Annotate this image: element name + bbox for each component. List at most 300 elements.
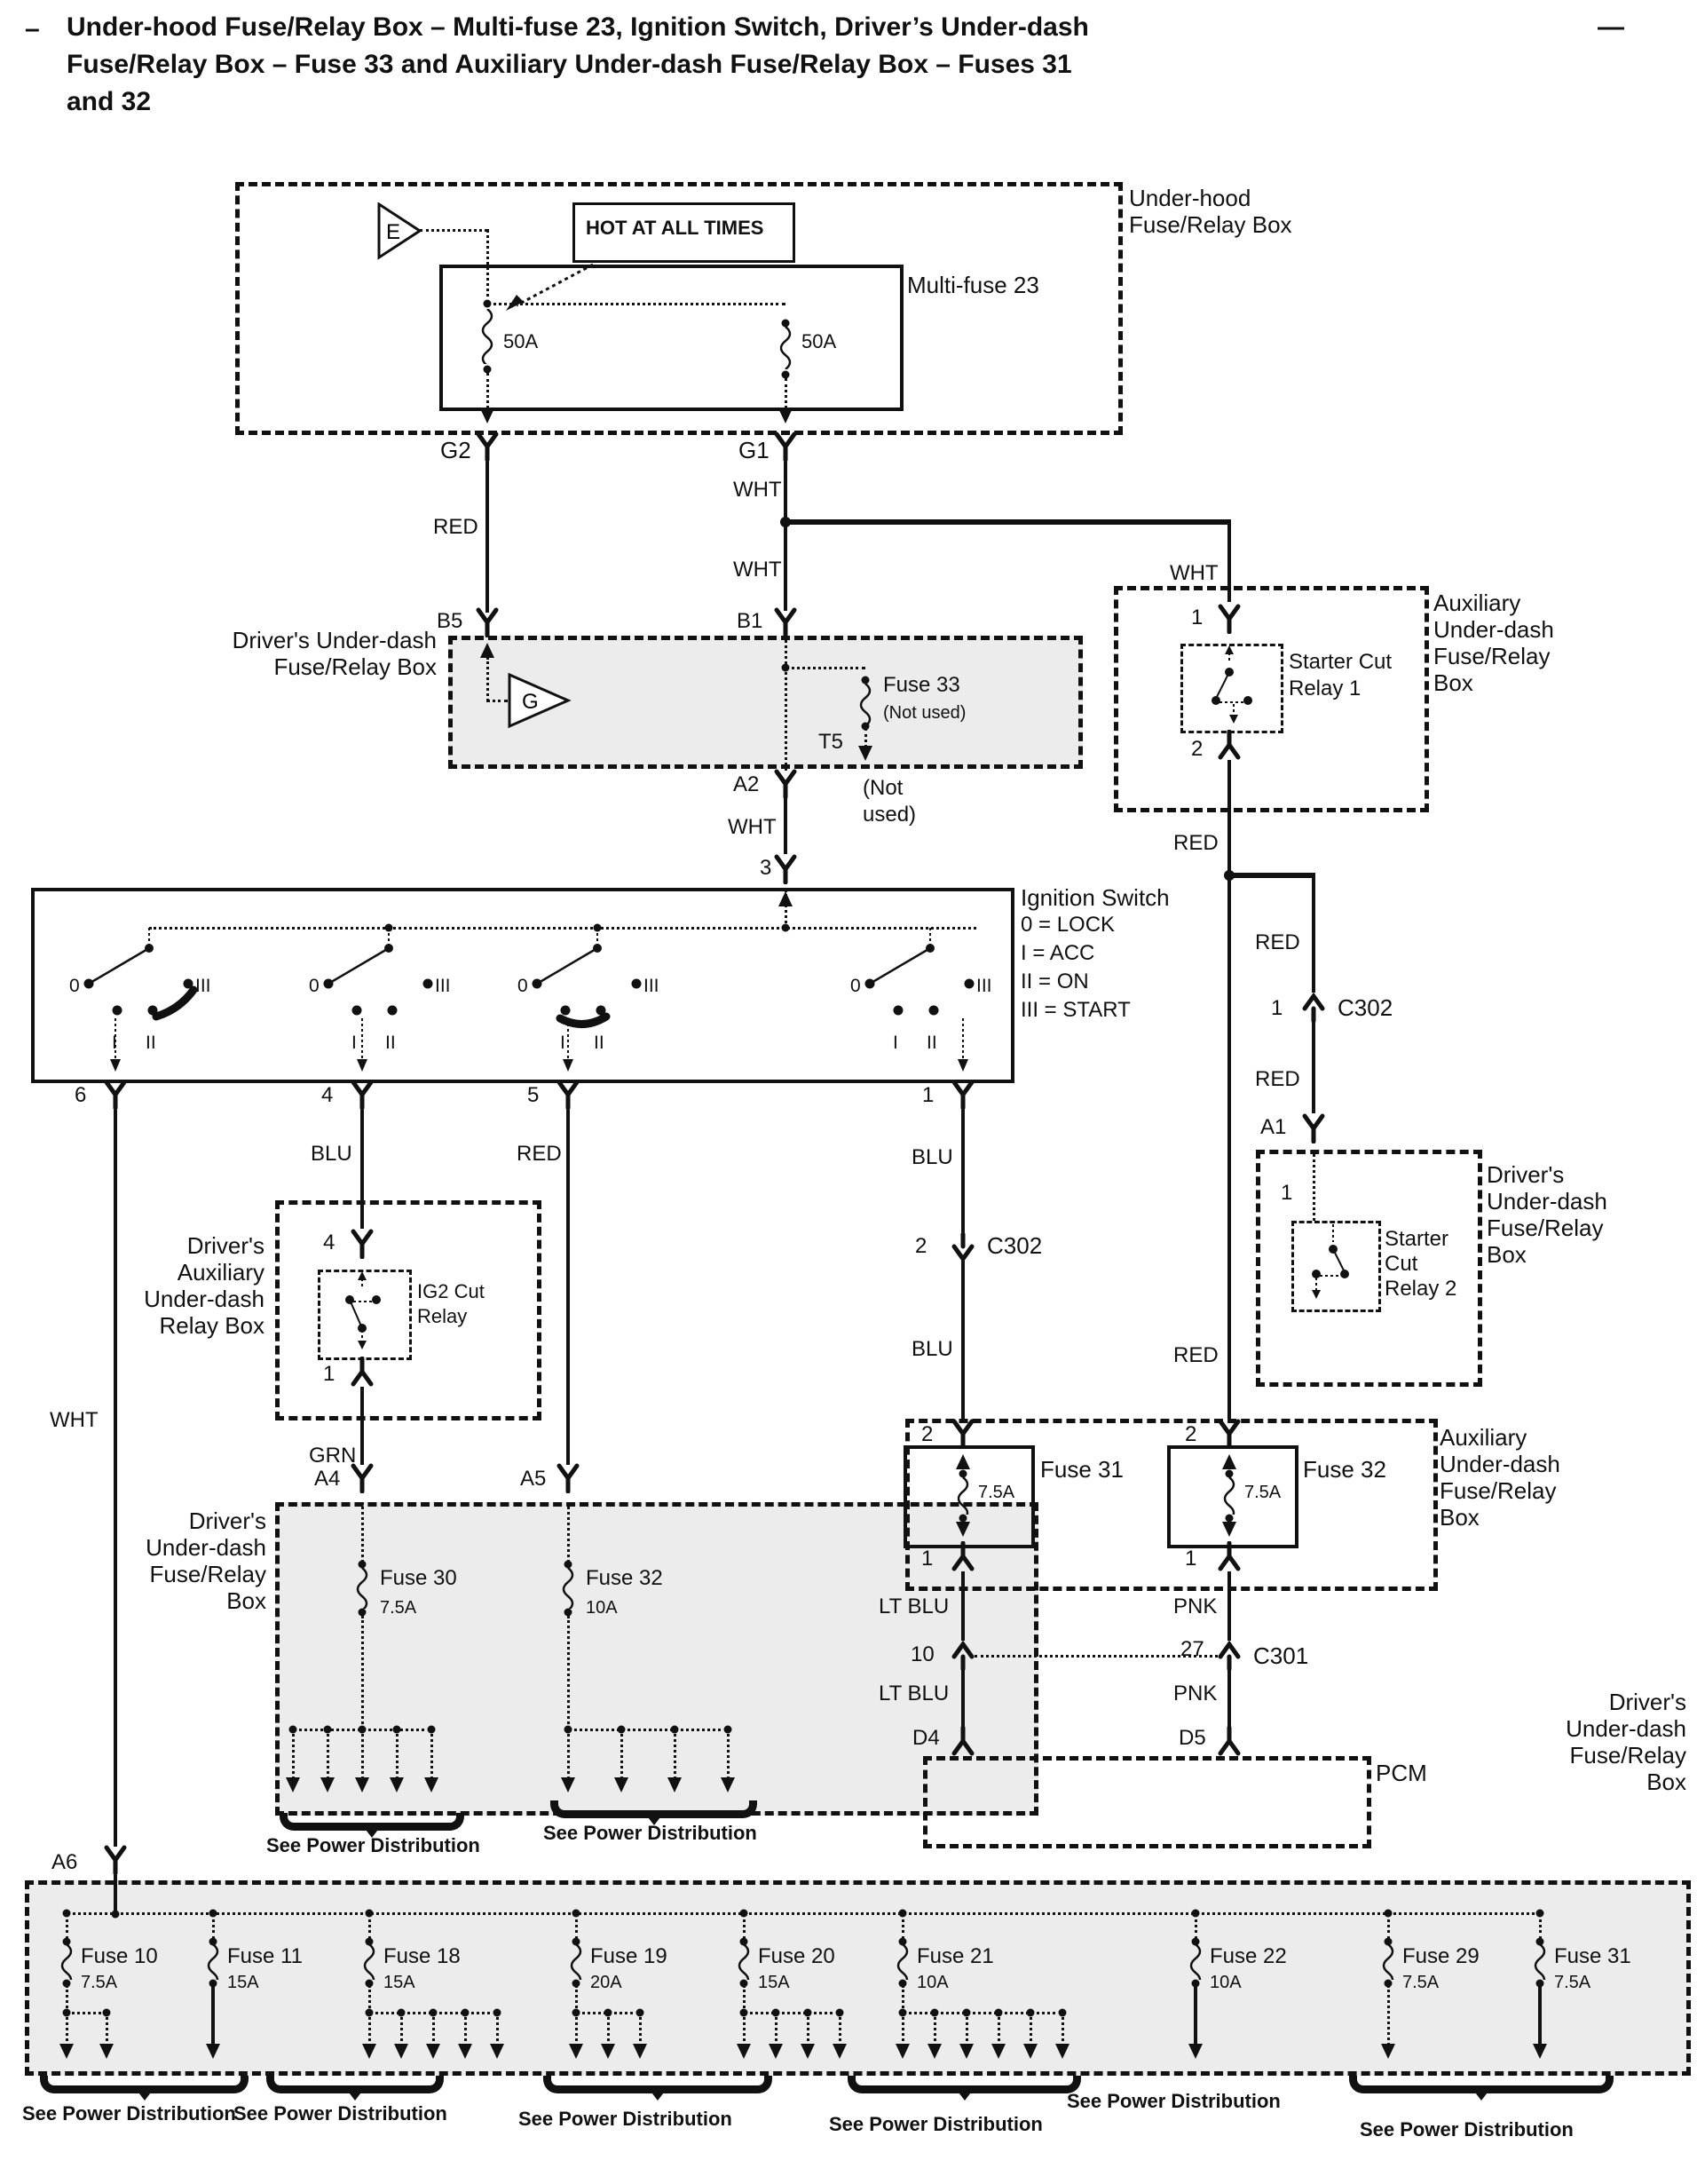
svg-text:II: II [594, 1033, 604, 1053]
fuse-20-amp: 15A [758, 1973, 790, 1992]
fan-arrowhead [801, 2044, 815, 2059]
fuse-33-label: Fuse 33 [883, 673, 960, 697]
hot-at-all-times-label: HOT AT ALL TIMES [586, 217, 764, 239]
fan-arrow-stem [66, 2013, 68, 2046]
fan-arrowhead [991, 2044, 1006, 2059]
connector-pin3 [773, 854, 798, 884]
fuse-out-arrowhead [1533, 2044, 1547, 2059]
fan-arrow-stem [575, 2013, 578, 2046]
multifuse-bus [487, 303, 785, 305]
ignition-legend-start: III = START [1021, 998, 1131, 1022]
fuse-31-amp: 7.5A [1554, 1973, 1591, 1992]
wire-g1-wht-lower [784, 522, 787, 611]
bottom-box-label-4: Box [1646, 1769, 1686, 1795]
fuse-30-element [353, 1568, 371, 1613]
grn-label: GRN [309, 1444, 357, 1468]
fuse-18-label: Fuse 18 [383, 1944, 461, 1968]
fuse-20-label: Fuse 20 [758, 1944, 835, 1968]
mid-box-label-4: Box [226, 1587, 266, 1614]
title-trail-dash: — [1598, 12, 1624, 42]
fuse31-pin2-label: 2 [921, 1422, 934, 1446]
ig2-pin4-label: 4 [323, 1230, 335, 1254]
fuse-out-stem [1194, 1985, 1197, 2046]
bottom-box-bus [67, 1912, 1540, 1915]
fuse-29-label: Fuse 29 [1402, 1944, 1480, 1968]
mid-box-label-3: Fuse/Relay [149, 1561, 266, 1587]
connector-c301-10 [951, 1641, 975, 1671]
ignition-pin-4-label: 4 [321, 1083, 334, 1107]
connector-d5 [1217, 1726, 1242, 1756]
fuse31-label: Fuse 31 [1040, 1456, 1124, 1483]
fuse-out-arrowhead [206, 2044, 220, 2059]
fuse-33-not-used: (Not used) [883, 703, 967, 723]
pcm-box [923, 1756, 1371, 1848]
bottom-box-label-3: Fuse/Relay [1569, 1742, 1686, 1769]
connector-relay1-pin2 [1217, 730, 1242, 760]
fuse-19-amp: 20A [590, 1973, 622, 1992]
fuse-22-amp: 10A [1210, 1973, 1242, 1992]
relay2-pin1-label: 1 [1281, 1181, 1293, 1205]
fuse32-pin2-label: 2 [1185, 1422, 1197, 1446]
fuse32-label: Fuse 32 [1303, 1456, 1386, 1483]
fan-arrowhead [737, 2044, 751, 2059]
fuse-11-amp: 15A [227, 1973, 259, 1992]
fan-arrow-stem [966, 2013, 968, 2046]
connector-fuse31-pin1 [951, 1541, 975, 1571]
see-power-brace-6 [1349, 2076, 1614, 2093]
connector-d4 [951, 1726, 975, 1756]
fuse32-mid-label: Fuse 32 [586, 1566, 663, 1590]
wire-e-elbow-v [486, 229, 489, 304]
fuse-lead-top [575, 1913, 578, 1940]
fan-arrowhead [59, 2044, 74, 2059]
fan-arrow-stem [674, 1729, 676, 1779]
fuse30-label: Fuse 30 [380, 1566, 457, 1590]
ignition-cluster-6 [62, 919, 240, 1077]
fuse31-amp: 7.5A [978, 1483, 1015, 1502]
ground-g-arrow [508, 673, 572, 730]
svg-text:I: I [112, 1033, 117, 1053]
fuse-31-element [1531, 1944, 1549, 1984]
fan-bus [67, 2012, 107, 2014]
fan-arrowhead [569, 2044, 583, 2059]
fan-bus-Fuse 32 [568, 1729, 728, 1731]
fan-arrowhead [896, 2044, 910, 2059]
g2-label: G2 [440, 437, 471, 463]
fuse-lead-top [1195, 1913, 1197, 1940]
fuse32-mid-amp: 10A [586, 1598, 618, 1618]
fan-arrow-stem [839, 2013, 841, 2046]
fan-arrowhead [614, 1777, 628, 1792]
fuse-lead-top [368, 1913, 371, 1940]
hot-callout-arrow [497, 259, 604, 321]
fan-arrow-stem [807, 2013, 809, 2046]
fuse-10-element [58, 1944, 75, 1984]
drivers-box1-label-2: Fuse/Relay Box [273, 653, 437, 680]
svg-text:E: E [386, 220, 401, 244]
wire-wht-to-relay1 [1227, 522, 1231, 602]
wht-label-2: WHT [733, 558, 782, 582]
starter-cut-relay1-label-2: Relay 1 [1289, 677, 1362, 700]
fan-arrowhead [667, 1777, 682, 1792]
red-label-4: RED [1255, 1067, 1300, 1091]
fuse-lead-top [66, 1913, 68, 1940]
c302-pin1-label: 1 [1271, 996, 1283, 1020]
svg-text:III: III [976, 976, 992, 996]
see-power-brace-mid-1 [280, 1813, 464, 1831]
ignition-pin-5-label: 5 [527, 1083, 540, 1107]
fuse-lead-top [743, 1913, 746, 1940]
fan-arrowhead [362, 2044, 376, 2059]
svg-text:0: 0 [309, 976, 320, 996]
fuse-50a-right-element [777, 327, 794, 374]
svg-text:I: I [351, 1033, 357, 1053]
fan-arrowhead [769, 2044, 783, 2059]
fuse-29-amp: 7.5A [1402, 1973, 1440, 1992]
see-power-brace-mid-2 [550, 1800, 757, 1818]
ignition-cluster-5 [510, 919, 688, 1077]
svg-text:II: II [385, 1033, 396, 1053]
pin3-label: 3 [760, 856, 772, 880]
fuse-31-element [954, 1477, 972, 1519]
fan-arrowhead [424, 1777, 438, 1792]
title-dash: – [25, 14, 40, 44]
starter-cut-relay-2-symbol [1291, 1221, 1376, 1307]
fuse-50a-right-label: 50A [801, 330, 837, 352]
fuse30-amp: 7.5A [380, 1598, 417, 1618]
svg-text:0: 0 [69, 976, 80, 996]
red-label-5: RED [517, 1142, 562, 1166]
fan-arrowhead [458, 2044, 472, 2059]
svg-text:I: I [893, 1033, 898, 1053]
fan-arrow-stem [1030, 2013, 1032, 2046]
title-line3: and 32 [67, 87, 152, 116]
ignition-legend-on: II = ON [1021, 969, 1089, 993]
underhood-label-1: Under-hood [1129, 185, 1251, 211]
fan-arrow-stem [292, 1729, 295, 1779]
fuse-21-label: Fuse 21 [917, 1944, 994, 1968]
aux2-label-1: Auxiliary [1440, 1424, 1527, 1451]
wire-pin5-red [566, 1110, 570, 1465]
fan-arrow-stem [727, 1729, 730, 1779]
fan-arrow-stem [902, 2013, 904, 2046]
c302-pin2-label: 2 [915, 1234, 927, 1258]
b5-label: B5 [437, 609, 463, 633]
connector-relay1-pin1 [1217, 604, 1242, 634]
connector-fuse32-pin1 [1217, 1541, 1242, 1571]
fan-arrow-stem [620, 1729, 623, 1779]
svg-text:0: 0 [517, 976, 528, 996]
svg-text:G: G [522, 690, 539, 714]
connector-fuse31-pin2 [951, 1419, 975, 1449]
fan-arrow-stem [998, 2013, 1000, 2046]
starter-cut-relay2-label-2: Cut [1385, 1252, 1418, 1276]
c301-link [975, 1655, 1218, 1658]
fan-arrow-stem [430, 1729, 433, 1779]
pnk-label-1: PNK [1173, 1594, 1218, 1618]
relay1-pin1-label: 1 [1191, 605, 1204, 629]
fuse-10-amp: 7.5A [81, 1973, 118, 1992]
svg-text:III: III [195, 976, 211, 996]
g1-label: G1 [738, 437, 770, 463]
drivers-box2-label-4: Box [1487, 1241, 1527, 1268]
fan-arrowhead [601, 2044, 615, 2059]
wire-g1-wht-upper [784, 462, 787, 522]
ig2-pin1-label: 1 [323, 1362, 335, 1386]
drivers-underdash-box-bottom [25, 1880, 1691, 2076]
t5-label: T5 [818, 730, 844, 754]
fan-arrow-stem [934, 2013, 936, 2046]
wire-e-elbow-h [420, 229, 487, 232]
wht-label-3: WHT [1170, 561, 1219, 585]
connector-g2 [475, 431, 500, 462]
fan-arrow-stem [496, 2013, 499, 2046]
fuse-out-arrowhead [1188, 2044, 1203, 2059]
connector-ignition-pin-1 [951, 1080, 975, 1110]
fan-bus [744, 2012, 840, 2014]
wire-red-branch-h [1229, 873, 1315, 878]
ig2-label-1: IG2 Cut [417, 1280, 485, 1302]
mid-box-label-1: Driver's [188, 1507, 266, 1534]
drivers-aux-relay-label-2: Auxiliary [177, 1259, 264, 1286]
fuse-22-label: Fuse 22 [1210, 1944, 1287, 1968]
red-label-2: RED [1173, 831, 1219, 855]
see-power-dist-label-1: See Power Distribution [22, 2102, 236, 2125]
connector-b1 [773, 607, 798, 637]
fan-arrowhead [959, 2044, 974, 2059]
fuse-lead-top [1539, 1913, 1542, 1940]
connector-a1 [1301, 1113, 1326, 1143]
drivers-box1-label-1: Driver's Under-dash [232, 627, 437, 653]
ig2-cut-relay-symbol [318, 1270, 406, 1355]
fan-arrowhead [390, 1777, 404, 1792]
fuse-29-element [1379, 1944, 1397, 1984]
see-power-dist-label-6: See Power Distribution [1360, 2118, 1574, 2140]
connector-a5 [556, 1463, 580, 1493]
wire-b1-inside [785, 636, 787, 771]
fuse-out-arrowhead [1381, 2044, 1395, 2059]
fan-arrow-stem [361, 1729, 364, 1779]
wire-wht-branch-h [785, 519, 1231, 525]
fan-arrow-stem [775, 2013, 777, 2046]
fan-arrow-stem [106, 2013, 108, 2046]
fuse31-pin1-label: 1 [921, 1547, 934, 1571]
see-power-dist-label-3: See Power Distribution [518, 2108, 732, 2130]
relay1-pin2-label: 2 [1191, 737, 1204, 761]
fan-arrowhead [1023, 2044, 1038, 2059]
bottom-box-label-2: Under-dash [1566, 1715, 1686, 1742]
connector-ignition-pin-6 [103, 1080, 128, 1110]
fuse-32-element [1220, 1477, 1238, 1519]
fuse-21-element [894, 1944, 912, 1984]
connector-c301-27 [1217, 1641, 1242, 1671]
fuse-10-label: Fuse 10 [81, 1944, 158, 1968]
fuse-out-stem [1387, 1985, 1390, 2046]
c302-label-2: C302 [987, 1232, 1043, 1259]
fan-arrow-stem [743, 2013, 746, 2046]
wire-g2-b5-red [485, 462, 489, 613]
wht-label-1: WHT [733, 478, 782, 502]
blu-label-2: BLU [912, 1145, 953, 1169]
see-power-brace-2 [266, 2076, 444, 2093]
mid-box-label-2: Under-dash [146, 1534, 266, 1561]
bottom-box-label-1: Driver's [1608, 1689, 1686, 1715]
red-label-6: RED [1173, 1343, 1219, 1367]
red-label-1: RED [433, 515, 478, 539]
fuse-out-stem [1538, 1985, 1542, 2046]
c301-label: C301 [1253, 1642, 1309, 1669]
wht-label-4: WHT [728, 815, 777, 839]
connector-fuse32-pin2 [1217, 1419, 1242, 1449]
fan-arrow-stem [432, 2013, 435, 2046]
d4-label: D4 [912, 1726, 940, 1750]
starter-cut-relay1-label-1: Starter Cut [1289, 650, 1393, 674]
svg-text:I: I [560, 1033, 565, 1053]
fuse-18-amp: 15A [383, 1973, 415, 1992]
fan-arrowhead [426, 2044, 440, 2059]
fan-arrowhead [394, 2044, 408, 2059]
a5-label: A5 [520, 1467, 547, 1491]
connector-ig2-pin1 [350, 1357, 375, 1387]
see-power-dist-mid-1: See Power Distribution [266, 1834, 480, 1856]
ignition-pin-1-label: 1 [922, 1083, 935, 1107]
starter-cut-relay2-label-1: Starter [1385, 1227, 1449, 1251]
wire-a2-to-pin3 [784, 797, 787, 854]
wht-label-5: WHT [50, 1408, 99, 1432]
fuse-22-element [1187, 1944, 1204, 1984]
fan-arrowhead [286, 1777, 300, 1792]
red-label-3: RED [1255, 930, 1300, 954]
see-power-brace-3 [543, 2076, 772, 2093]
fan-arrowhead [561, 1777, 575, 1792]
fan-arrowhead [1055, 2044, 1070, 2059]
fan-arrow-stem [464, 2013, 467, 2046]
aux2-label-4: Box [1440, 1504, 1480, 1531]
see-power-brace-4 [848, 2076, 1081, 2093]
pcm-label: PCM [1376, 1760, 1427, 1786]
wire-blu-to-fuse31 [961, 1261, 965, 1419]
fuse-20-element [735, 1944, 753, 1984]
aux1-label-1: Auxiliary [1433, 590, 1521, 616]
aux2-label-2: Under-dash [1440, 1451, 1560, 1477]
fuse-32-mid-element [559, 1568, 577, 1613]
fan-arrow-stem [639, 2013, 642, 2046]
aux1-label-4: Box [1433, 669, 1473, 696]
b1-label: B1 [737, 609, 763, 633]
blu-label-1: BLU [311, 1142, 352, 1166]
fan-arrow-stem [396, 1729, 399, 1779]
a6-label: A6 [51, 1850, 78, 1874]
fuse-50a-left-element [478, 309, 496, 368]
fan-stem-Fuse 32 [567, 1616, 570, 1729]
fan-arrowhead [490, 2044, 504, 2059]
power-source-e-arrow [377, 202, 423, 261]
fuse-19-label: Fuse 19 [590, 1944, 667, 1968]
fuse-31-label: Fuse 31 [1554, 1944, 1631, 1968]
fan-arrow-stem [1062, 2013, 1064, 2046]
svg-text:III: III [435, 976, 451, 996]
see-power-brace-1 [40, 2076, 249, 2093]
aux1-label-3: Fuse/Relay [1433, 643, 1551, 669]
fan-arrowhead [320, 1777, 335, 1792]
underhood-label-2: Fuse/Relay Box [1129, 211, 1292, 238]
fan-arrowhead [99, 2044, 114, 2059]
c302-label-1: C302 [1338, 994, 1393, 1021]
svg-text:II: II [146, 1033, 156, 1053]
ltblu-label-2: LT BLU [879, 1682, 950, 1705]
fan-arrow-stem [567, 1729, 570, 1779]
fuse-19-element [567, 1944, 585, 1984]
connector-ignition-pin-5 [556, 1080, 580, 1110]
fuse-lead-top [902, 1913, 904, 1940]
drivers-aux-relay-label-4: Relay Box [159, 1312, 264, 1339]
a2-label: A2 [733, 772, 760, 796]
fuse-21-amp: 10A [917, 1973, 949, 1992]
fuse32-pin1-label: 1 [1185, 1547, 1197, 1571]
blu-label-3: BLU [912, 1337, 953, 1361]
ignition-cluster-4 [302, 919, 479, 1077]
fan-arrowhead [927, 2044, 942, 2059]
see-power-dist-label-2: See Power Distribution [233, 2102, 447, 2125]
fan-arrowhead [833, 2044, 847, 2059]
d5-label: D5 [1179, 1726, 1206, 1750]
connector-ig2-pin4 [350, 1229, 375, 1259]
fuse-18-element [360, 1944, 378, 1984]
svg-text:0: 0 [850, 976, 861, 996]
wire-red-to-fuse32 [1227, 875, 1231, 1419]
drivers-aux-relay-label-3: Under-dash [144, 1286, 264, 1312]
svg-text:II: II [927, 1033, 937, 1053]
a4-label: A4 [314, 1467, 341, 1491]
connector-a4 [350, 1463, 375, 1493]
aux2-label-3: Fuse/Relay [1440, 1477, 1557, 1504]
ignition-switch-title: Ignition Switch [1021, 884, 1170, 911]
fan-arrowhead [721, 1777, 735, 1792]
ig2-label-2: Relay [417, 1305, 468, 1327]
title-line1: Under-hood Fuse/Relay Box – Multi-fuse 23, Ignition Switch, Driver’s Under-dash [67, 12, 1089, 42]
svg-text:III: III [643, 976, 659, 996]
aux1-label-2: Under-dash [1433, 616, 1554, 643]
connector-b5 [475, 607, 500, 637]
c301-pin10-label: 10 [911, 1642, 935, 1666]
pnk-label-2: PNK [1173, 1682, 1218, 1705]
multifuse-23-label: Multi-fuse 23 [907, 272, 1039, 298]
fuse-lead-top [212, 1913, 215, 1940]
wire-ig2-grn [360, 1387, 364, 1465]
drivers-box2-label-3: Fuse/Relay [1487, 1215, 1604, 1241]
connector-a2 [773, 769, 798, 799]
fuse-50a-left-label: 50A [503, 330, 539, 352]
fan-arrow-stem [368, 2013, 371, 2046]
see-power-dist-mid-2: See Power Distribution [543, 1822, 757, 1844]
drivers-box2-label-1: Driver's [1487, 1161, 1565, 1188]
wire-pin6-wht [114, 1110, 117, 1847]
fan-bus [903, 2012, 1062, 2014]
wire-pin4-blu [360, 1110, 364, 1229]
fuse-lead-top [1387, 1913, 1390, 1940]
c301-pin27-label: 27 [1180, 1637, 1204, 1661]
not-used-line2: used) [863, 803, 917, 827]
fuse-out-stem [211, 1985, 215, 2046]
ltblu-label-1: LT BLU [879, 1594, 950, 1618]
title-line2: Fuse/Relay Box – Fuse 33 and Auxiliary Under-dash Fuse/Relay Box – Fuses 31 [67, 50, 1072, 79]
connector-g1 [773, 431, 798, 462]
fan-arrowhead [633, 2044, 647, 2059]
not-used-line1: (Not [863, 776, 904, 800]
ignition-legend-lock: 0 = LOCK [1021, 913, 1116, 937]
starter-cut-relay2-label-3: Relay 2 [1385, 1277, 1457, 1301]
ignition-legend-acc: I = ACC [1021, 941, 1095, 965]
